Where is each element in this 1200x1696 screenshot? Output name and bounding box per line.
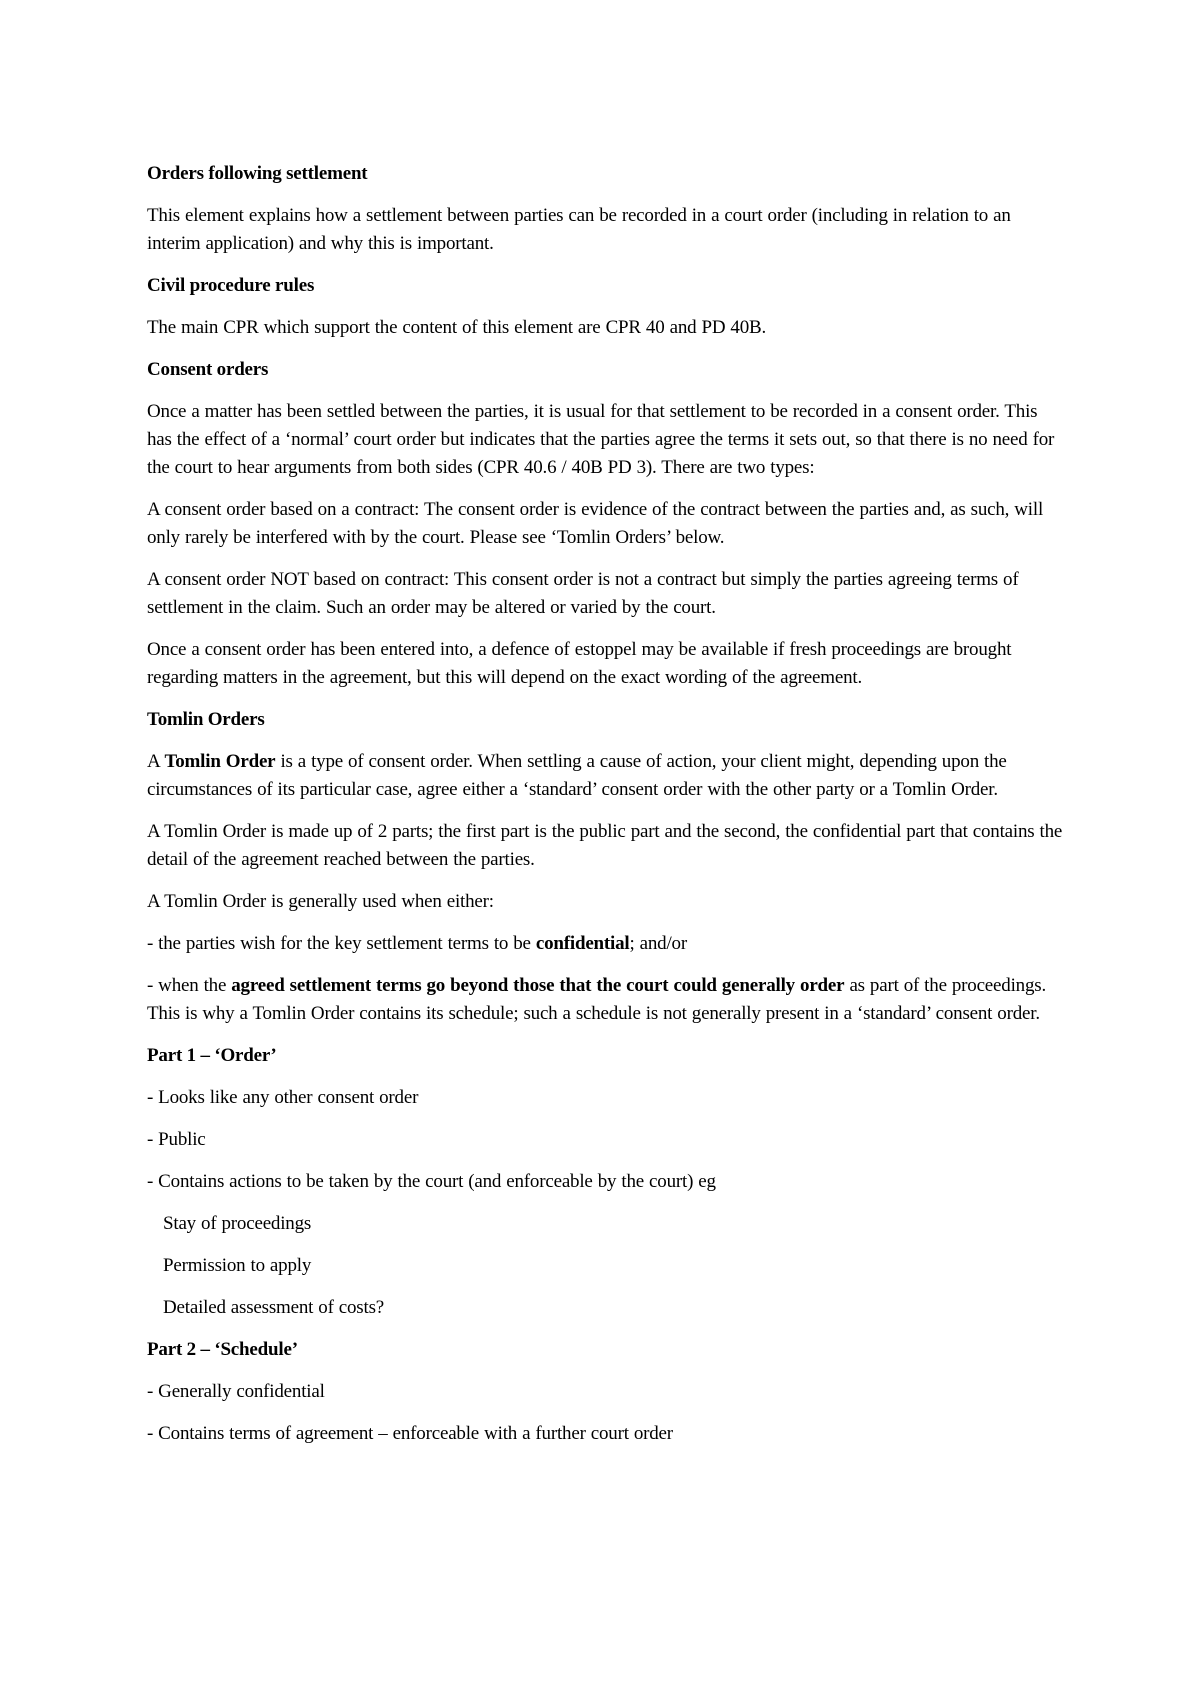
tomlin-b1-term: confidential bbox=[535, 933, 630, 954]
list-item: - Looks like any other consent order bbox=[147, 1087, 419, 1108]
sub-list-item: Detailed assessment of costs? bbox=[163, 1297, 385, 1318]
tomlin-paragraph-2: A Tomlin Order is made up of 2 parts; the first part is the public part and the second, the confidential part that contains the detail of the agreement reached between the parties. bbox=[147, 821, 1063, 870]
tomlin-p1-rest: is a type of consent order. When settling a cause of action, your client might, depending upon the circumstances of its particular case, agree either a ‘standard’ consent order with the other party or a Tomlin Order. bbox=[147, 751, 1007, 800]
list-item: - Contains terms of agreement – enforceable with a further court order bbox=[147, 1423, 673, 1444]
document-body bbox=[147, 160, 1067, 1462]
tomlin-b1-rest: ; and/or bbox=[629, 933, 687, 954]
heading-part-2-schedule: Part 2 – ‘Schedule’ bbox=[147, 1339, 298, 1360]
list-item: - Public bbox=[147, 1129, 206, 1150]
consent-paragraph-4: Once a consent order has been entered into, a defence of estoppel may be available if fresh proceedings are brought regarding matters in the agreement, but this will depend on the exact wording of the agreement. bbox=[147, 639, 1012, 688]
list-item: - Generally confidential bbox=[147, 1381, 325, 1402]
heading-consent-orders: Consent orders bbox=[147, 359, 269, 380]
intro-paragraph: This element explains how a settlement between parties can be recorded in a court order (including in relation to an interim application) and why this is important. bbox=[147, 205, 1011, 254]
consent-paragraph-3: A consent order NOT based on contract: This consent order is not a contract but simply the parties agreeing terms of settlement in the claim. Such an order may be altered or varied by the court. bbox=[147, 569, 1019, 618]
tomlin-paragraph-1 bbox=[147, 748, 1067, 804]
consent-paragraph-1: Once a matter has been settled between the parties, it is usual for that settlement to be recorded in a consent order. This has the effect of a ‘normal’ court order but indicates that the parties agree the terms it sets out, so that there is no need for the court to hear arguments from both sides (CPR 40.6 / 40B PD 3). There are two types: bbox=[147, 401, 1055, 478]
tomlin-paragraph-3: A Tomlin Order is generally used when either: bbox=[147, 891, 494, 912]
tomlin-b2-term: agreed settlement terms go beyond those that the court could generally order bbox=[231, 975, 845, 996]
heading-orders-following-settlement: Orders following settlement bbox=[147, 163, 368, 184]
tomlin-b2-rest: as part of the proceedings. This is why a Tomlin Order contains its schedule; such a schedule is not generally present in a ‘standard’ consent order. bbox=[147, 975, 1046, 1024]
cpr-paragraph: The main CPR which support the content of this element are CPR 40 and PD 40B. bbox=[147, 317, 767, 338]
sub-list-item: Permission to apply bbox=[163, 1255, 312, 1276]
heading-part-1-order: Part 1 – ‘Order’ bbox=[147, 1045, 277, 1066]
consent-paragraph-2: A consent order based on a contract: The consent order is evidence of the contract between the parties and, as such, will only rarely be interfered with by the court. Please see ‘Tomlin Orders’ below. bbox=[147, 499, 1044, 548]
heading-civil-procedure-rules: Civil procedure rules bbox=[147, 275, 315, 296]
tomlin-p1-lead: A bbox=[147, 751, 165, 772]
sub-list-item: Stay of proceedings bbox=[163, 1213, 312, 1234]
heading-tomlin-orders: Tomlin Orders bbox=[147, 709, 265, 730]
list-item: - Contains actions to be taken by the court (and enforceable by the court) eg bbox=[147, 1171, 716, 1192]
tomlin-p1-term: Tomlin Order bbox=[164, 751, 276, 772]
tomlin-b2-lead: - when the bbox=[147, 975, 232, 996]
tomlin-bullet-beyond-court bbox=[147, 972, 1067, 1028]
tomlin-b1-lead: - the parties wish for the key settlement terms to be bbox=[147, 933, 536, 954]
tomlin-bullet-confidential bbox=[147, 930, 1067, 958]
